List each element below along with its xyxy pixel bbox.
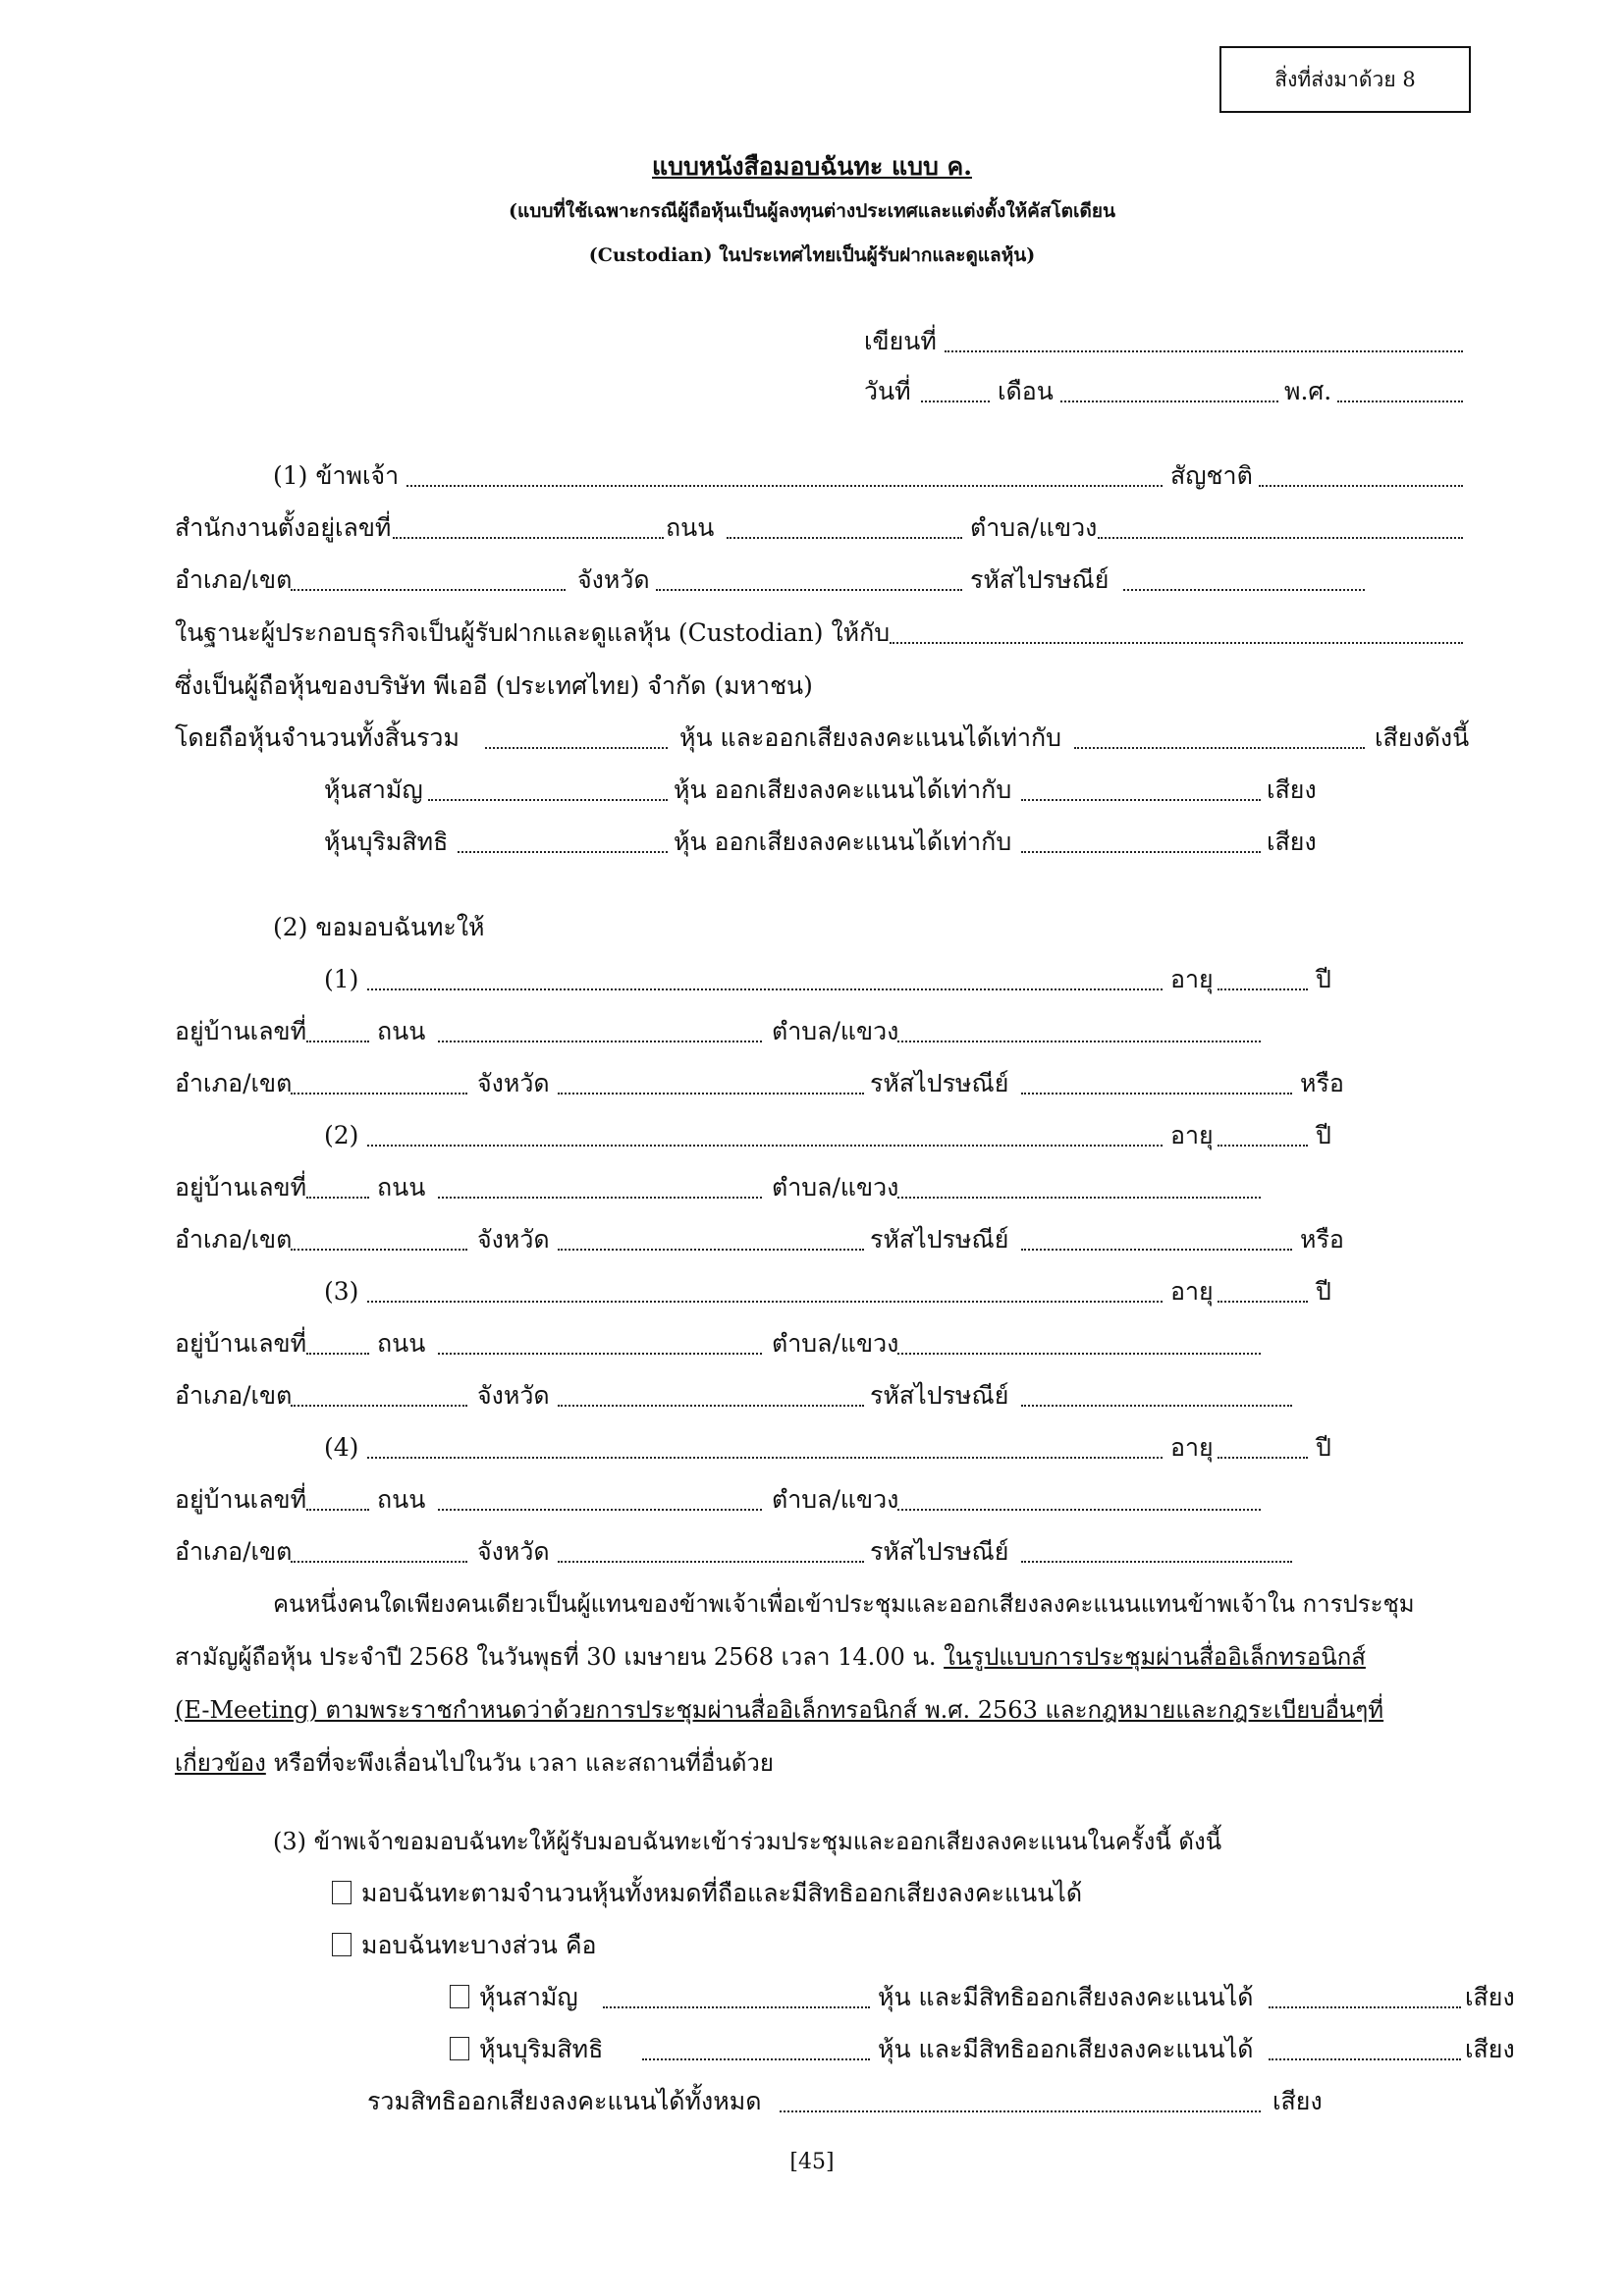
proxy-2-province-label: จังหวัด — [477, 1225, 550, 1254]
proxy-3-province-label: จังหวัด — [477, 1381, 550, 1410]
proxy-4-road-label: ถนน — [377, 1485, 426, 1514]
sec1-subdistrict-field[interactable] — [1098, 535, 1463, 539]
proxy-4-years-label: ปี — [1316, 1433, 1331, 1462]
date-label: วันที่ — [864, 377, 911, 405]
proxy-2-age-label: อายุ — [1170, 1121, 1214, 1149]
sec1-nationality-label: สัญชาติ — [1170, 461, 1253, 490]
proxy-4-district-field[interactable] — [291, 1559, 467, 1563]
month-label: เดือน — [998, 377, 1054, 405]
sec1-road-field[interactable] — [727, 535, 962, 539]
sec1-ordinary-votes-unit: เสียง — [1267, 775, 1317, 804]
paragraph-line-4-a: เกี่ยวข้อง — [175, 1749, 266, 1777]
sec3-total-votes-unit: เสียง — [1272, 2087, 1323, 2115]
sec1-office-label: สำนักงานตั้งอยู่เลขที่ — [175, 513, 392, 542]
form-subtitle-2: (Custodian) ในประเทศไทยเป็นผู้รับฝากและดูแลหุ้น) — [588, 244, 1036, 266]
proxy-1-province-label: จังหวัด — [477, 1069, 550, 1097]
proxy-4-province-label: จังหวัด — [477, 1537, 550, 1566]
proxy-2-subdistrict-label: ตำบล/แขวง — [772, 1173, 899, 1201]
paragraph-line-4 — [175, 1748, 774, 1778]
paragraph-line-2-b: ในรูปแบบการประชุมผ่านสื่ออิเล็กทรอนิกส์ — [944, 1643, 1366, 1671]
sec1-capacity-label: ในฐานะผู้ประกอบธุรกิจเป็นผู้รับฝากและดูแลหุ้น (Custodian) ให้กับ — [175, 618, 891, 647]
sec1-total-shares-field[interactable] — [485, 745, 668, 749]
proxy-3-postcode-label: รหัสไปรษณีย์ — [870, 1381, 1009, 1410]
month-field[interactable] — [1060, 399, 1278, 402]
date-field[interactable] — [921, 399, 990, 402]
proxy-3-number: (3) — [324, 1277, 359, 1306]
sec1-preferred-votes-unit: เสียง — [1267, 828, 1317, 856]
proxy-4-road-field[interactable] — [438, 1507, 762, 1511]
proxy-3-province-field[interactable] — [558, 1403, 864, 1407]
sec3-ordinary-right-label: หุ้น และมีสิทธิออกเสียงลงคะแนนได้ — [878, 1983, 1254, 2011]
proxy-1-subdistrict-field[interactable] — [897, 1039, 1261, 1042]
sec3-ordinary-shares-field[interactable] — [603, 2004, 870, 2008]
proxy-3-district-field[interactable] — [291, 1403, 467, 1407]
sec1-district-label: อำเภอ/เขต — [175, 565, 293, 594]
proxy-2-postcode-field[interactable] — [1021, 1247, 1292, 1251]
sec3-ordinary-option[interactable] — [450, 1983, 578, 2012]
proxy-2-name-field[interactable] — [367, 1143, 1163, 1147]
year-label: พ.ศ. — [1284, 377, 1332, 405]
proxy-3-subdistrict-label: ตำบล/แขวง — [772, 1329, 899, 1358]
sec1-preferred-votes-label: หุ้น ออกเสียงลงคะแนนได้เท่ากับ — [674, 828, 1012, 856]
paragraph-line-2 — [175, 1642, 1366, 1672]
proxy-1-province-field[interactable] — [558, 1091, 864, 1095]
proxy-4-age-label: อายุ — [1170, 1433, 1214, 1462]
sec1-ordinary-votes-label: หุ้น ออกเสียงลงคะแนนได้เท่ากับ — [674, 775, 1012, 804]
proxy-3-road-label: ถนน — [377, 1329, 426, 1358]
proxy-1-age-label: อายุ — [1170, 965, 1214, 993]
proxy-4-province-field[interactable] — [558, 1559, 864, 1563]
proxy-1-name-field[interactable] — [367, 987, 1163, 990]
sec1-nationality-field[interactable] — [1259, 483, 1463, 487]
written-at-field[interactable] — [945, 348, 1463, 352]
sec1-province-field[interactable] — [656, 587, 962, 591]
sec1-custodian-for-field[interactable] — [890, 640, 1463, 644]
sec2-heading: (2) ขอมอบฉันทะให้ — [273, 913, 485, 941]
proxy-4-postcode-field[interactable] — [1021, 1559, 1292, 1563]
sec3-preferred-right-label: หุ้น และมีสิทธิออกเสียงลงคะแนนได้ — [878, 2035, 1254, 2063]
sec1-votes-as-follows-label: เสียงดังนี้ — [1375, 723, 1470, 752]
proxy-1-house-field[interactable] — [306, 1039, 369, 1042]
written-at-label: เขียนที่ — [864, 327, 937, 355]
proxy-2-road-field[interactable] — [438, 1195, 762, 1199]
paragraph-line-4-b: หรือที่จะพึงเลื่อนไปในวัน เวลา และสถานที่อื่นด้วย — [265, 1749, 774, 1777]
sec3-option-all[interactable] — [332, 1879, 1082, 1908]
sec1-ordinary-votes-field[interactable] — [1021, 797, 1261, 801]
proxy-3-name-field[interactable] — [367, 1299, 1163, 1303]
sec3-preferred-label: หุ้นบุริมสิทธิ — [479, 2035, 604, 2063]
proxy-3-postcode-field[interactable] — [1021, 1403, 1292, 1407]
proxy-4-subdistrict-label: ตำบล/แขวง — [772, 1485, 899, 1514]
proxy-1-district-field[interactable] — [291, 1091, 467, 1095]
proxy-4-name-field[interactable] — [367, 1455, 1163, 1459]
sec3-option-part[interactable] — [332, 1931, 597, 1960]
proxy-4-district-label: อำเภอ/เขต — [175, 1537, 293, 1566]
proxy-3-house-field[interactable] — [306, 1351, 369, 1355]
sec3-heading: (3) ข้าพเจ้าขอมอบฉันทะให้ผู้รับมอบฉันทะเข้าร่วมประชุมและออกเสียงลงคะแนนในครั้งนี้ ดังนี้ — [273, 1828, 1222, 1855]
proxy-1-number: (1) — [324, 965, 359, 993]
proxy-3-house-label: อยู่บ้านเลขที่ — [175, 1329, 307, 1358]
proxy-1-postcode-label: รหัสไปรษณีย์ — [870, 1069, 1009, 1097]
sec1-province-label: จังหวัด — [577, 565, 650, 594]
proxy-1-district-label: อำเภอ/เขต — [175, 1069, 293, 1097]
page-number: [45] — [789, 2150, 835, 2174]
proxy-4-house-label: อยู่บ้านเลขที่ — [175, 1485, 307, 1514]
proxy-2-district-field[interactable] — [291, 1247, 467, 1251]
sec1-name-field[interactable] — [406, 483, 1163, 487]
sec1-preferred-shares-field[interactable] — [458, 849, 668, 853]
proxy-3-district-label: อำเภอ/เขต — [175, 1381, 293, 1410]
proxy-4-house-field[interactable] — [306, 1507, 369, 1511]
proxy-4-age-field[interactable] — [1218, 1455, 1308, 1459]
sec3-ordinary-votes-field[interactable] — [1269, 2004, 1461, 2008]
sec1-total-label: โดยถือหุ้นจำนวนทั้งสิ้นรวม — [175, 723, 460, 752]
sec3-preferred-votes-unit: เสียง — [1465, 2035, 1515, 2063]
proxy-1-subdistrict-label: ตำบล/แขวง — [772, 1017, 899, 1045]
paragraph-line-2-a: สามัญผู้ถือหุ้น ประจำปี 2568 ในวันพุธที่ 30 เมษายน 2568 เวลา 14.00 น. — [175, 1643, 945, 1671]
proxy-2-postcode-label: รหัสไปรษณีย์ — [870, 1225, 1009, 1254]
sec3-preferred-option[interactable] — [450, 2035, 603, 2064]
proxy-4-subdistrict-field[interactable] — [897, 1507, 1261, 1511]
proxy-2-number: (2) — [324, 1121, 359, 1149]
form-subtitle-1: (แบบที่ใช้เฉพาะกรณีผู้ถือหุ้นเป็นผู้ลงทุนต่างประเทศและแต่งตั้งให้คัสโตเดียน — [509, 200, 1115, 222]
sec1-office-field[interactable] — [393, 535, 664, 539]
proxy-1-road-field[interactable] — [438, 1039, 762, 1042]
proxy-4-postcode-label: รหัสไปรษณีย์ — [870, 1537, 1009, 1566]
paragraph-line-3: (E-Meeting) ตามพระราชกำหนดว่าด้วยการประชุมผ่านสื่ออิเล็กทรอนิกส์ พ.ศ. 2563 และกฎหมายและกฎระเบียบอื่นๆที่ — [175, 1696, 1384, 1724]
proxy-1-postcode-field[interactable] — [1021, 1091, 1292, 1095]
proxy-1-years-label: ปี — [1316, 965, 1331, 993]
sec1-i-am-label: (1) ข้าพเจ้า — [273, 461, 400, 490]
form-title: แบบหนังสือมอบฉันทะ แบบ ค. — [652, 152, 972, 181]
sec1-preferred-label: หุ้นบุริมสิทธิ — [324, 828, 449, 856]
proxy-2-road-label: ถนน — [377, 1173, 426, 1201]
sec1-postcode-label: รหัสไปรษณีย์ — [970, 565, 1110, 594]
proxy-1-age-field[interactable] — [1218, 987, 1308, 990]
proxy-2-house-label: อยู่บ้านเลขที่ — [175, 1173, 307, 1201]
sec3-ordinary-votes-unit: เสียง — [1465, 1983, 1515, 2011]
proxy-2-province-field[interactable] — [558, 1247, 864, 1251]
sec1-ordinary-label: หุ้นสามัญ — [324, 775, 423, 804]
sec1-road-label: ถนน — [666, 513, 715, 542]
proxy-3-age-field[interactable] — [1218, 1299, 1308, 1303]
proxy-3-age-label: อายุ — [1170, 1277, 1214, 1306]
proxy-1-house-label: อยู่บ้านเลขที่ — [175, 1017, 307, 1045]
sec1-subdistrict-label: ตำบล/แขวง — [970, 513, 1098, 542]
sec1-total-votes-field[interactable] — [1074, 745, 1365, 749]
sec3-total-label: รวมสิทธิออกเสียงลงคะแนนได้ทั้งหมด — [367, 2087, 762, 2115]
sec1-preferred-votes-field[interactable] — [1021, 849, 1261, 853]
option-part-label: มอบฉันทะบางส่วน คือ — [361, 1931, 597, 1959]
preferred-checkbox[interactable] — [450, 2037, 469, 2060]
proxy-2-house-field[interactable] — [306, 1195, 369, 1199]
option-all-label: มอบฉันทะตามจำนวนหุ้นทั้งหมดที่ถือและมีสิทธิออกเสียงลงคะแนนได้ — [361, 1879, 1083, 1907]
sec3-preferred-votes-field[interactable] — [1269, 2056, 1461, 2060]
sec1-district-field[interactable] — [291, 587, 566, 591]
option-part-checkbox[interactable] — [332, 1933, 352, 1956]
proxy-2-years-label: ปี — [1316, 1121, 1331, 1149]
proxy-2-district-label: อำเภอ/เขต — [175, 1225, 293, 1254]
sec3-preferred-shares-field[interactable] — [642, 2056, 870, 2060]
proxy-2-age-field[interactable] — [1218, 1143, 1308, 1147]
ordinary-checkbox[interactable] — [450, 1985, 469, 2008]
proxy-1-or-label: หรือ — [1300, 1069, 1344, 1097]
sec3-total-votes-field[interactable] — [780, 2109, 1261, 2112]
proxy-3-years-label: ปี — [1316, 1277, 1331, 1306]
attachment-label: สิ่งที่ส่งมาด้วย 8 — [1219, 46, 1471, 113]
proxy-3-subdistrict-field[interactable] — [897, 1351, 1261, 1355]
proxy-3-road-field[interactable] — [438, 1351, 762, 1355]
proxy-2-subdistrict-field[interactable] — [897, 1195, 1261, 1199]
sec1-postcode-field[interactable] — [1123, 587, 1365, 591]
year-field[interactable] — [1337, 399, 1463, 402]
proxy-4-number: (4) — [324, 1433, 359, 1462]
sec1-ordinary-shares-field[interactable] — [428, 797, 668, 801]
proxy-1-road-label: ถนน — [377, 1017, 426, 1045]
sec1-shares-votes-label: หุ้น และออกเสียงลงคะแนนได้เท่ากับ — [679, 723, 1062, 752]
sec1-holder-of-label: ซึ่งเป็นผู้ถือหุ้นของบริษัท พีเออี (ประเทศไทย) จำกัด (มหาชน) — [175, 671, 813, 700]
proxy-2-or-label: หรือ — [1300, 1225, 1344, 1254]
sec3-ordinary-label: หุ้นสามัญ — [479, 1983, 578, 2011]
option-all-checkbox[interactable] — [332, 1881, 352, 1904]
paragraph-line-1: คนหนึ่งคนใดเพียงคนเดียวเป็นผู้แทนของข้าพเจ้าเพื่อเข้าประชุมและออกเสียงลงคะแนนแทนข้าพเจ้าใน การประชุม — [273, 1590, 1415, 1618]
